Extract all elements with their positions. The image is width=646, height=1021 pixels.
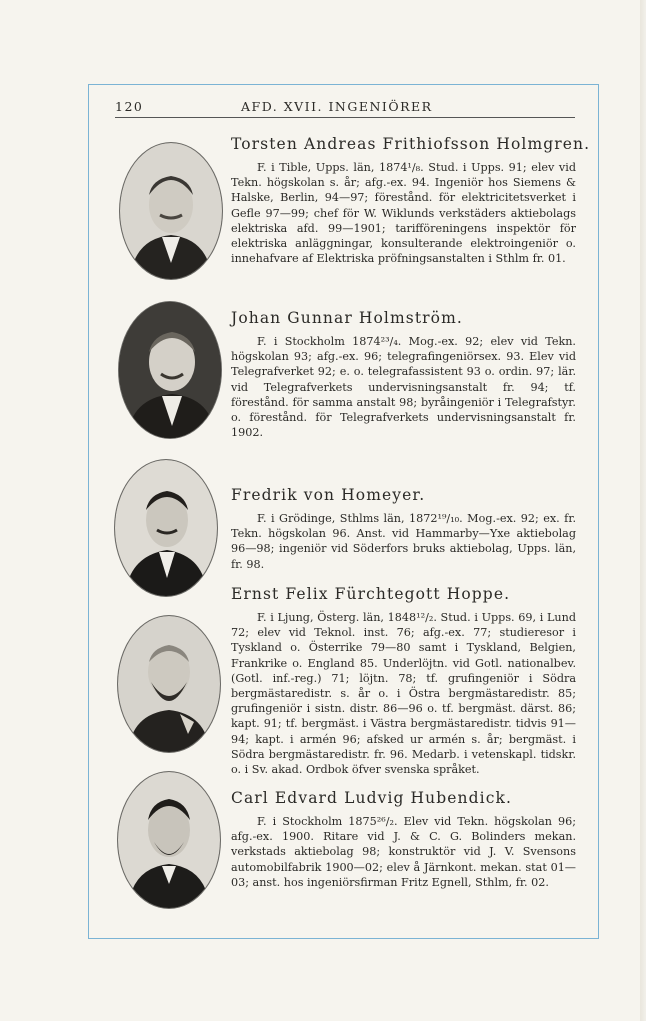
entry-name: Fredrik von Homeyer. xyxy=(231,486,426,504)
portrait-hubendick xyxy=(118,772,220,908)
portrait-hoppe xyxy=(118,616,220,752)
entry-name: Torsten Andreas Frithiofsson Holmgren. xyxy=(231,135,591,153)
entry-bio: F. i Grödinge, Sthlms län, 1872¹⁹/₁₀. Mog.-ex. 92; ex. fr. Tekn. högskolan 96. Anst. vid Hammarby—Yxe aktiebolag 96—98; ingeniör vid Söderfors bruks aktiebolag, Upps. län, fr. 98. xyxy=(231,512,576,571)
entry-hubendick xyxy=(231,788,576,890)
entry-bio: F. i Ljung, Österg. län, 1848¹²/₂. Stud. i Upps. 69, i Lund 72; elev vid Teknol. inst. 76; afg.-ex. 77; studieresor i Tyskland o. Österrike 79—80 samt i Tyskland, Belgien, Frankrike o. England 85. Underlöjtn. vid Gotl. nationalbev. (Gotl. inf.-reg.) 71; löjtn. 78; tf. grufingeniör i Södra bergmästaredistr. s. år o. i Östra bergmästaredistr. 85; grufingeniör i sistn. distr. 86—96 o. tf. bergmäst. därst. 86; kapt. 91; tf. bergmäst. i Västra bergmästaredistr. tidvis 91—94; kapt. i armén 96; afsked ur armén s. år; bergmäst. i Södra bergmästaredistr. fr. 96. Medarb. i vetenskapl. tidskr. o. i Sv. akad. Ordbok öfver svenska språket. xyxy=(231,611,576,777)
entry-holmstrom xyxy=(231,308,576,440)
entry-bio: F. i Stockholm 1875²⁶/₂. Elev vid Tekn. högskolan 96; afg.-ex. 1900. Ritare vid J. & C. G. Bolinders mekan. verkstads aktiebolag 98; konstruktör vid J. V. Svensons automobilfabrik 1900—02; elev å Järnkont. mekan. stat 01—03; anst. hos ingeniörsfirman Fritz Egnell, Sthlm, fr. 02. xyxy=(231,815,576,889)
entry-name: Johan Gunnar Holmström. xyxy=(231,309,463,327)
section-title: AFD. XVII. INGENIÖRER xyxy=(241,99,433,114)
header-rule xyxy=(115,117,575,118)
entry-name: Carl Edvard Ludvig Hubendick. xyxy=(231,789,513,807)
entry-bio: F. i Stockholm 1874²³/₄. Mog.-ex. 92; elev vid Tekn. högskolan 93; afg.-ex. 96; telegrafingeniörsex. 93. Elev vid Telegrafverket 92; e. o. telegrafassistent 93 o. ordin. 97; lär. vid Telegrafverkets undervisningsanstalt fr. 94; tf. förestånd. för samma anstalt 98; byråingeniör i Telegrafstyr. o. förestånd. för Telegrafverkets undervisningsanstalt fr. 1902. xyxy=(231,335,576,440)
portrait-holmstrom xyxy=(119,302,221,438)
page-edge xyxy=(640,0,646,1021)
entry-homeyer xyxy=(231,485,576,572)
entry-holmgren xyxy=(231,134,591,266)
portrait-holmgren xyxy=(120,143,222,279)
entry-hoppe xyxy=(231,584,576,777)
entry-name: Ernst Felix Fürchtegott Hoppe. xyxy=(231,585,511,603)
entry-bio: F. i Tible, Upps. län, 1874¹/₈. Stud. i Upps. 91; elev vid Tekn. högskolan s. år; afg.-ex. 94. Ingeniör hos Siemens & Halske, Berlin, 94—97; förestånd. för elektricitetsverket i Gefle 97—99; chef för W. Wiklunds verkstäders aktiebolags elektriska afd. 99—1901; tarifföreningens inspektör för elektriska anläggningar, konsulterande elektroingeniör o. innehafvare af Elektriska pröfningsanstalten i Sthlm fr. 01. xyxy=(231,161,576,266)
portrait-homeyer xyxy=(115,460,217,596)
page-number: 120 xyxy=(115,99,144,114)
running-header xyxy=(115,99,575,119)
